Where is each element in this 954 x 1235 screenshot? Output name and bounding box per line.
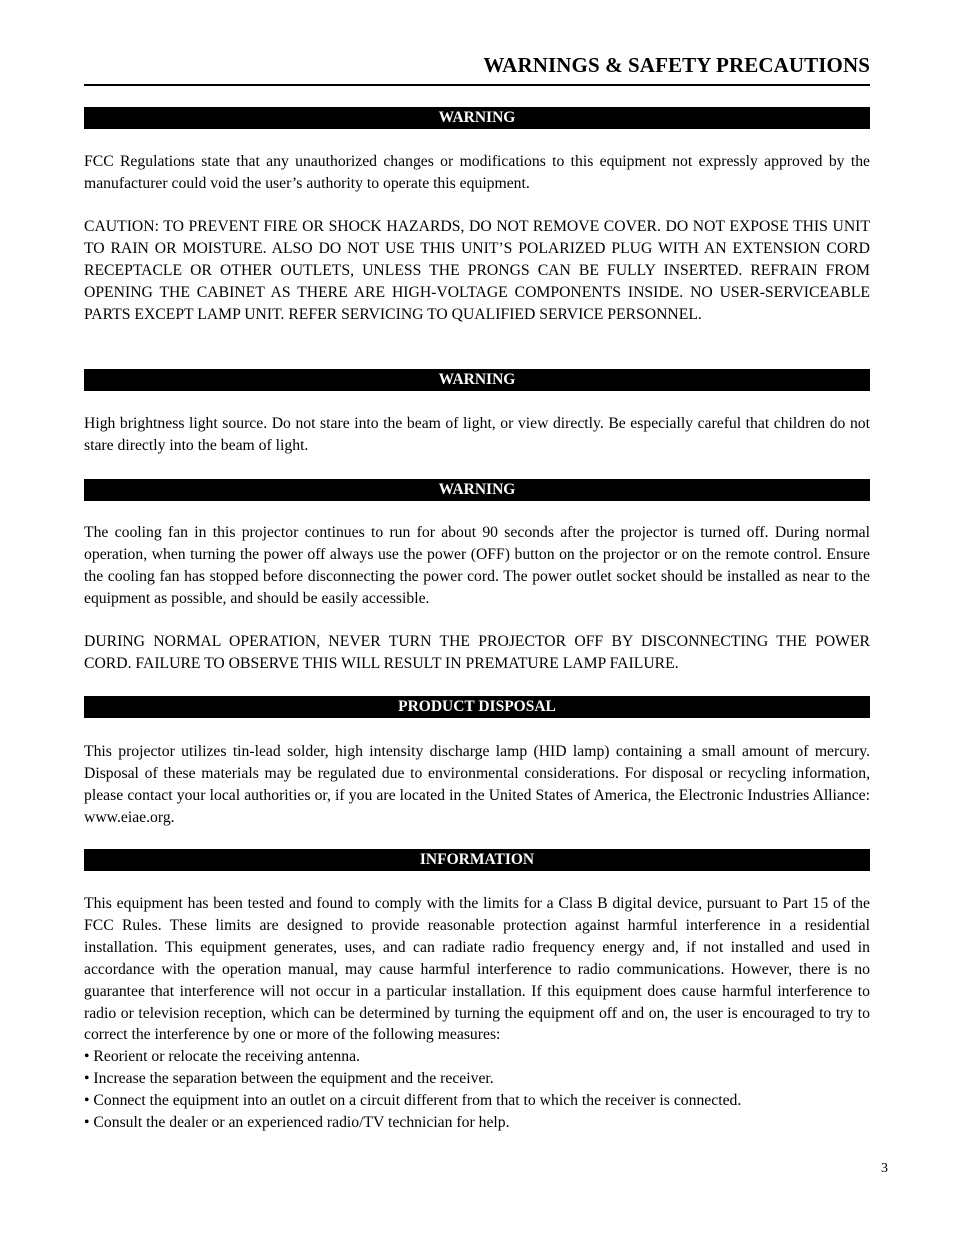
fcc-regulations-paragraph: FCC Regulations state that any unauthorized changes or modifications to this equipment not expressly approved by the manufacturer could void the user’s authority to operate this equipment. [84,153,870,192]
light-source-paragraph: High brightness light source. Do not stare into the beam of light, or view directly. Be especially careful that children do not stare directly into the beam of light. [84,415,870,454]
page-number: 3 [881,1161,888,1176]
list-item: • Connect the equipment into an outlet on a circuit different from that to which the receiver is connected. [84,1091,742,1109]
list-item: • Consult the dealer or an experienced radio/TV technician for help. [84,1113,510,1131]
section-heading-warning-1: WARNING [84,107,870,129]
section-heading-warning-3: WARNING [84,479,870,501]
section-heading-product-disposal: PRODUCT DISPOSAL [84,696,870,718]
normal-operation-paragraph: DURING NORMAL OPERATION, NEVER TURN THE PROJECTOR OFF BY DISCONNECTING THE POWER CORD. FAILURE TO OBSERVE THIS WILL RESULT IN PREMATURE LAMP FAILURE. [84,633,870,672]
cooling-fan-paragraph: The cooling fan in this projector continues to run for about 90 seconds after the projector is turned off. During normal operation, when turning the power off always use the power (OFF) button on the projector or on the remote control. Ensure the cooling fan has stopped before disconnecting the power cord. The power outlet socket should be installed as near to the equipment as possible, and should be easily accessible. [84,524,870,607]
interference-measures-list [84,1046,870,1134]
list-item: • Reorient or relocate the receiving antenna. [84,1048,360,1065]
title-rule [84,84,870,86]
section-heading-warning-2: WARNING [84,369,870,391]
section-heading-information: INFORMATION [84,849,870,871]
list-item: • Increase the separation between the equipment and the receiver. [84,1069,494,1087]
page-title: WARNINGS & SAFETY PRECAUTIONS [483,53,870,77]
disposal-paragraph: This projector utilizes tin-lead solder, high intensity discharge lamp (HID lamp) containing a small amount of mercury. Disposal of these materials may be regulated due to environmental considerations. For disposal or recycling information, please contact your local authorities or, if you are located in the United States of America, the Electronic Industries Alliance: www.eiae.org. [84,743,870,826]
fcc-compliance-paragraph: This equipment has been tested and found to comply with the limits for a Class B digital device, pursuant to Part 15 of the FCC Rules. These limits are designed to provide reasonable protection against harmful interference in a residential installation. This equipment generates, uses, and can radiate radio frequency energy and, if not installed and used in accordance with the operation manual, may cause harmful interference to radio communications. However, there is no guarantee that interference will not occur in a particular installation. If this equipment does cause harmful interference to radio or television reception, which can be determined by turning the equipment off and on, the user is encouraged to try to correct the interference by one or more of the following measures: [84,895,870,1044]
caution-paragraph: CAUTION: TO PREVENT FIRE OR SHOCK HAZARDS, DO NOT REMOVE COVER. DO NOT EXPOSE THIS UNIT TO RAIN OR MOISTURE. ALSO DO NOT USE THIS UNIT’S POLARIZED PLUG WITH AN EXTENSION CORD RECEPTACLE OR OTHER OUTLETS, UNLESS THE PRONGS CAN BE FULLY INSERTED. REFRAIN FROM OPENING THE CABINET AS THERE ARE HIGH-VOLTAGE COMPONENTS INSIDE. NO USER-SERVICEABLE PARTS EXCEPT LAMP UNIT. REFER SERVICING TO QUALIFIED SERVICE PERSONNEL. [84,218,870,323]
